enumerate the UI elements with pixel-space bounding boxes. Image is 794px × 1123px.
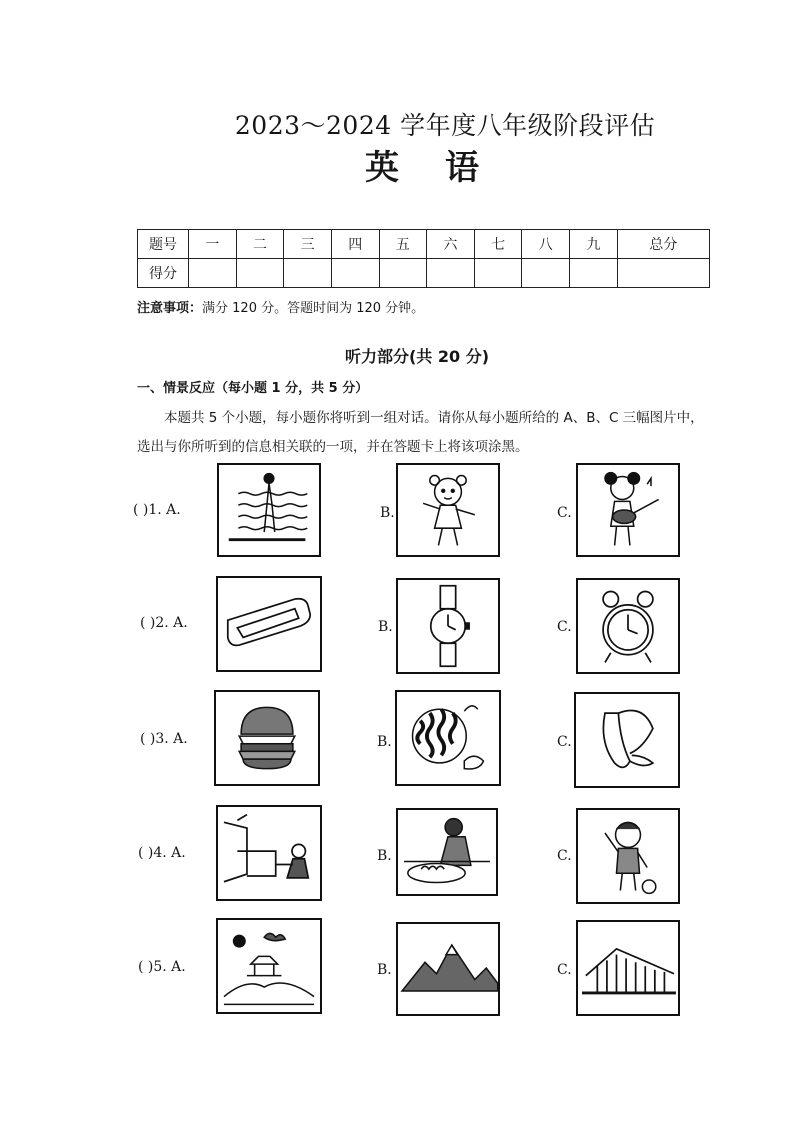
vegetable-icon[interactable] [574,692,680,788]
notice-label: 注意事项： [137,301,203,316]
watermelon-icon[interactable] [395,690,501,786]
option-label: B. [377,848,392,864]
score-cell [189,259,237,288]
mountain-icon[interactable] [396,922,500,1016]
score-table-header-row [138,230,710,259]
score-table-score-row [138,259,710,288]
section-title: 听力部分(共 20 分) [344,347,490,366]
table-cell: 二 [236,230,284,259]
table-cell: 三 [284,230,332,259]
table-cell: 四 [331,230,379,259]
hamburger-icon[interactable] [214,690,320,786]
subject-title: 英语 [365,148,525,188]
question-number: ( )2. A. [140,615,188,631]
score-cell [474,259,522,288]
pavilion-icon[interactable] [216,918,322,1014]
table-cell: 题号 [138,230,189,259]
score-cell [236,259,284,288]
table-cell: 一 [189,230,237,259]
boy-washing-icon[interactable] [396,808,498,896]
part-instruction: 本题共 5 个小题，每小题你将听到一组对话。请你从每小题所给的 A、B、C 三幅图片中，选出与你所听到的信息相关联的一项，并在答题卡上将该项涂黑。 [137,410,704,455]
option-label: B. [378,619,393,635]
score-table [137,229,710,288]
alarm-clock-icon[interactable] [576,578,680,674]
exam-title: 2023～2024 学年度八年级阶段评估 [234,111,656,140]
swimmer-icon[interactable] [217,463,321,557]
option-label: C. [557,962,572,978]
table-cell: 八 [522,230,570,259]
girl-playing-icon[interactable] [396,463,500,557]
building-icon[interactable] [576,920,680,1016]
option-label: C. [557,848,572,864]
score-cell [570,259,618,288]
option-label: B. [377,734,392,750]
notice [137,297,424,316]
option-label: B. [377,962,392,978]
table-cell: 九 [570,230,618,259]
score-cell [331,259,379,288]
watch-icon[interactable] [396,578,500,674]
boy-watching-tv-icon[interactable] [216,805,322,901]
table-cell: 六 [427,230,475,259]
option-label: B. [380,505,395,521]
table-cell: 总分 [617,230,709,259]
option-label: C. [557,619,572,635]
score-cell [617,259,709,288]
question-number: ( )4. A. [138,845,186,861]
question-number: ( )5. A. [138,959,186,975]
table-cell: 七 [474,230,522,259]
notice-text: 满分 120 分。答题时间为 120 分钟。 [202,301,425,316]
option-label: C. [557,505,572,521]
score-cell [379,259,427,288]
boy-football-icon[interactable] [576,808,680,904]
part-heading: 一、情景反应（每小题 1 分，共 5 分） [137,381,369,396]
score-cell [284,259,332,288]
phone-icon[interactable] [216,576,322,672]
girl-guitar-icon[interactable] [576,463,680,557]
table-cell: 得分 [138,259,189,288]
score-cell [427,259,475,288]
option-label: C. [557,734,572,750]
table-cell: 五 [379,230,427,259]
question-number: ( )3. A. [140,731,188,747]
score-cell [522,259,570,288]
question-number: ( )1. A. [133,502,181,518]
